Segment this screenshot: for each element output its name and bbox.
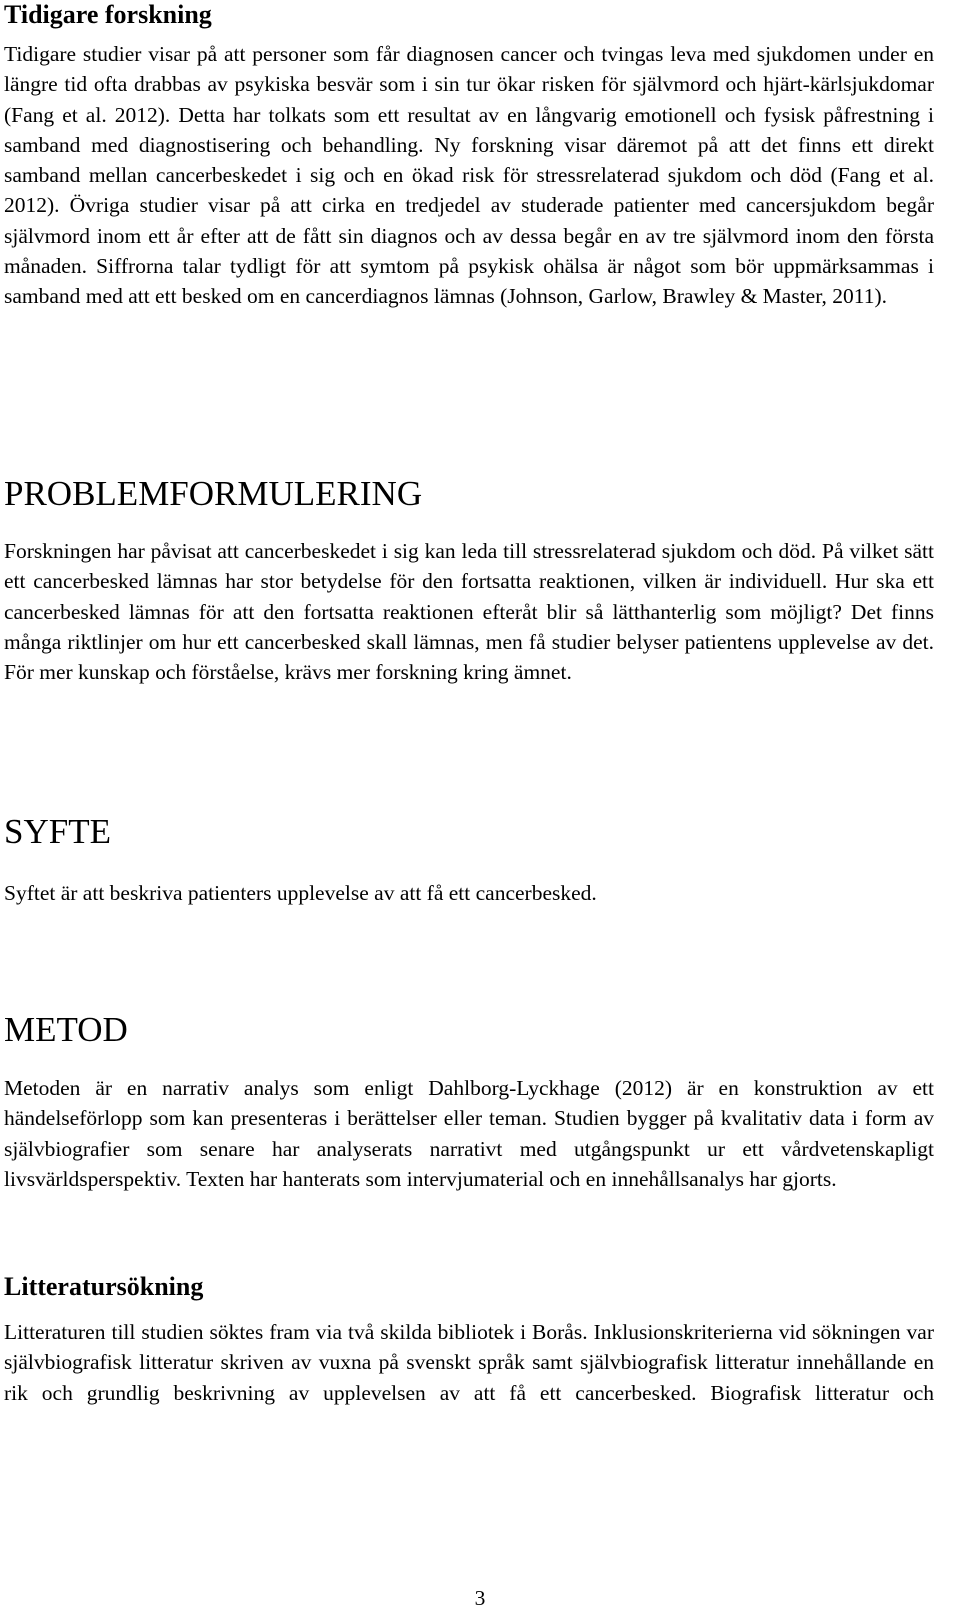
heading-tidigare-forskning: Tidigare forskning xyxy=(4,0,212,29)
paragraph-syfte: Syftet är att beskriva patienters upplevelse av att få ett cancerbesked. xyxy=(4,881,597,905)
heading-metod: METOD xyxy=(4,1010,128,1049)
section-litteratursokning xyxy=(4,1272,934,1302)
section-tidigare-forskning-body xyxy=(4,39,934,312)
section-problemformulering-body xyxy=(4,536,934,687)
paragraph-problemformulering: Forskningen har påvisat att cancerbeskedet i sig kan leda till stressrelaterad sjukdom och död. På vilket sätt ett cancerbesked lämnas har stor betydelse för den fortsatta reaktionen, vilken är individuell. Hur ska ett cancerbesked lämnas för att den fortsatta reaktionen efteråt blir så lätthanterlig som möjligt? Det finns många riktlinjer om hur ett cancerbesked skall lämnas, men få studier belyser patientens upplevelse av det. För mer kunskap och förståelse, krävs mer forskning kring ämnet. xyxy=(4,539,934,685)
section-syfte-body xyxy=(4,878,934,908)
section-tidigare-forskning xyxy=(4,0,934,30)
page-number: 3 xyxy=(474,1586,486,1610)
paragraph-litteratursokning: Litteraturen till studien söktes fram via två skilda bibliotek i Borås. Inklusionskriterierna vid sökningen var självbiografisk litteratur skriven av vuxna på svenskt språk samt självbiografisk litteratur innehållande en rik och grundlig beskrivning av upplevelsen av att få ett cancerbesked. Biografisk litteratur och xyxy=(4,1320,934,1405)
paragraph-metod: Metoden är en narrativ analys som enligt Dahlborg-Lyckhage (2012) är en konstruktion av ett händelseförlopp som kan presenteras i berättelser eller teman. Studien bygger på kvalitativ data i form av självbiografier som senare har analyserats narrativt med utgångspunkt ur ett vårdvetenskapligt livsvärldsperspektiv. Texten har hanterats som intervjumaterial och en innehållsanalys har gjorts. xyxy=(4,1076,934,1191)
section-metod xyxy=(4,1010,934,1050)
heading-litteratursokning: Litteratursökning xyxy=(4,1272,204,1301)
section-syfte xyxy=(4,812,934,852)
heading-syfte: SYFTE xyxy=(4,812,111,851)
section-litteratursokning-body xyxy=(4,1317,934,1408)
paragraph-tidigare-forskning: Tidigare studier visar på att personer som får diagnosen cancer och tvingas leva med sjukdomen under en längre tid ofta drabbas av psykiska besvär som i sin tur ökar risken för självmord och hjärt-kärlsjukdomar (Fang et al. 2012). Detta har tolkats som ett resultat av en långvarig emotionell och fysisk påfrestning i samband med diagnostisering och behandling. Ny forskning visar däremot på att det finns ett direkt samband mellan cancerbeskedet i sig och en ökad risk för stressrelaterad sjukdom och död (Fang et al. 2012). Övriga studier visar på att cirka en tredjedel av studerade patienter med cancersjukdom begår självmord inom ett år efter att de fått sin diagnos och av dessa begår en av tre självmord inom den första månaden. Siffrorna talar tydligt för att symtom på psykisk ohälsa är något som bör uppmärksammas i samband med att ett besked om en cancerdiagnos lämnas (Johnson, Garlow, Brawley & Master, 2011). xyxy=(4,42,934,309)
section-metod-body xyxy=(4,1073,934,1194)
section-problemformulering xyxy=(4,474,934,514)
heading-problemformulering: PROBLEMFORMULERING xyxy=(4,474,423,513)
